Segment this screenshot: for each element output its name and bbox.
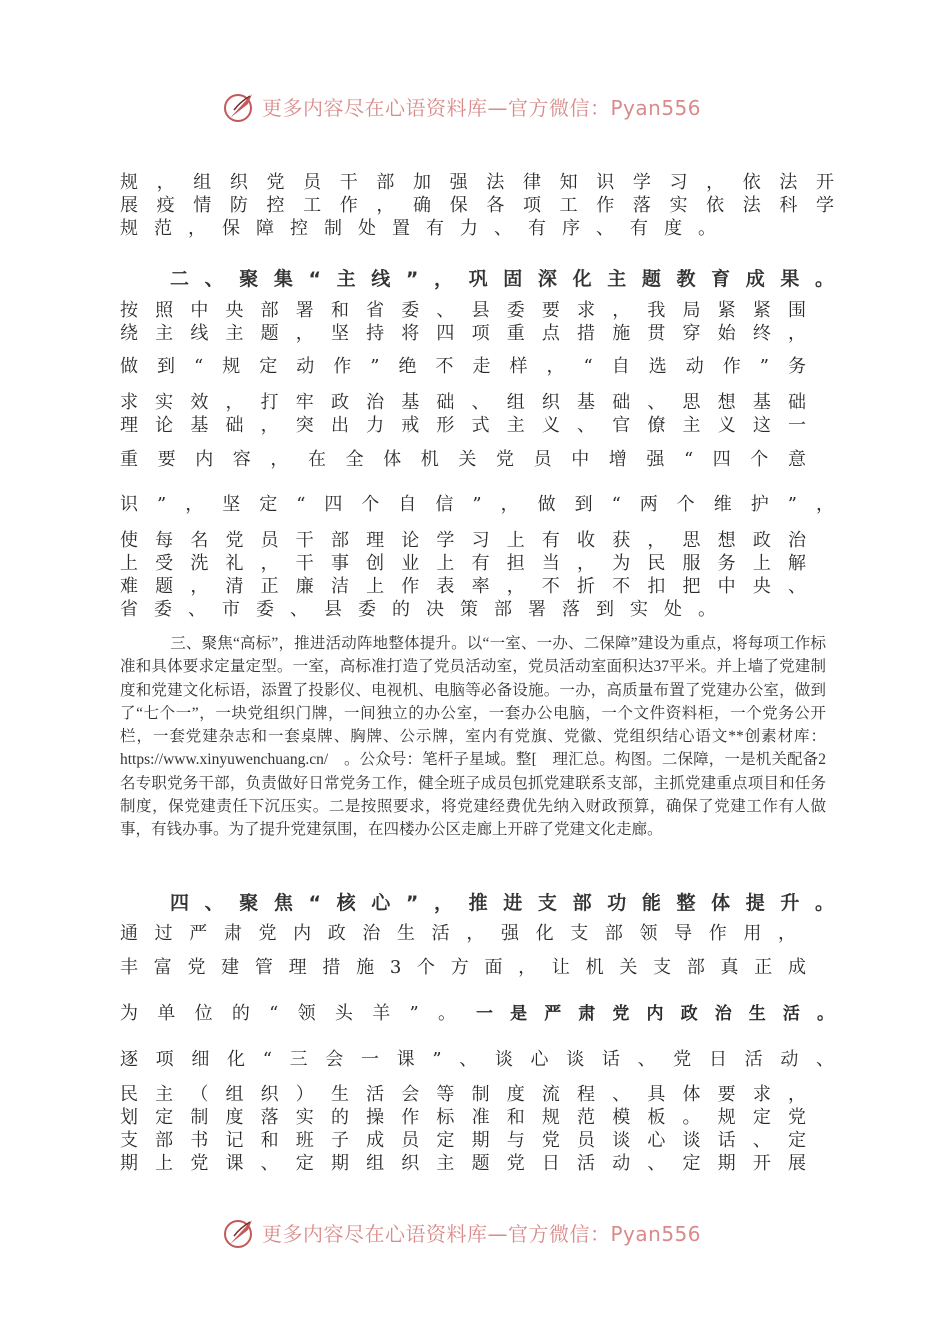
watermark-text: 更多内容尽在心语资料库—官方微信：Pyan556 bbox=[262, 95, 702, 120]
section4-line-2: 丰富党建管理措施3个方面，让机关支部真正成 bbox=[120, 957, 806, 978]
watermark-banner-top bbox=[222, 86, 742, 126]
section4-bold-inline: 一是严肃党内政治生活。 bbox=[476, 1004, 834, 1024]
section2-line-2: 绕主线主题，坚持将四项重点措施贯穿始终， bbox=[120, 323, 806, 344]
section4-line-8: 期上党课、定期组织主题党日活动、定期开展 bbox=[120, 1153, 806, 1174]
quill-logo-icon bbox=[222, 88, 258, 124]
section4-line-4: 逐项细化“三会一课”、谈心谈话、党日活动、 bbox=[120, 1049, 834, 1070]
section1-line-1: 规，组织党员干部加强法律知识学习，依法开 bbox=[120, 172, 834, 193]
section4-line-3-row bbox=[120, 1003, 834, 1025]
section4-line-6: 划定制度落实的操作标准和规范模板。规定党 bbox=[120, 1107, 806, 1128]
section2-line-8: 使每名党员干部理论学习上有收获，思想政治 bbox=[120, 530, 806, 551]
section4-line-3: 为单位的“领头羊”。 bbox=[120, 1003, 456, 1024]
section2-line-7: 识”，坚定“四个自信”，做到“两个维护”， bbox=[120, 494, 834, 515]
section2-line-11: 省委、市委、县委的决策部署落到实处。 bbox=[120, 599, 716, 620]
section2-heading: 二、聚集“主线”，巩固深化主题教育成果。 bbox=[170, 268, 834, 290]
section2-line-1: 按照中央部署和省委、县委要求，我局紧紧围 bbox=[120, 300, 806, 321]
watermark-banner-bottom bbox=[222, 1212, 742, 1252]
section2-line-5: 理论基础，突出力戒形式主义、官僚主义这一 bbox=[120, 415, 806, 436]
section2-line-6: 重要内容，在全体机关党员中增强“四个意 bbox=[120, 449, 806, 470]
quill-logo-icon bbox=[222, 1214, 258, 1250]
section1-line-2: 展疫情防控工作，确保各项工作落实依法科学 bbox=[120, 195, 834, 216]
section1-line-3: 规范，保障控制处置有力、有序、有度。 bbox=[120, 218, 716, 239]
section2-line-3: 做到“规定动作”绝不走样，“自选动作”务 bbox=[120, 356, 806, 377]
section4-heading: 四、聚焦“核心”，推进支部功能整体提升。 bbox=[170, 892, 834, 914]
section2-line-9: 上受洗礼，干事创业上有担当，为民服务上解 bbox=[120, 553, 806, 574]
section2-line-4: 求实效，打牢政治基础、组织基础、思想基础 bbox=[120, 392, 806, 413]
section4-line-1: 通过严肃党内政治生活，强化支部领导作用， bbox=[120, 923, 796, 944]
section3-paragraph bbox=[120, 632, 842, 842]
section4-line-7: 支部书记和班子成员定期与党员谈心谈话、定 bbox=[120, 1130, 806, 1151]
section3-text: 三、聚焦“高标”，推进活动阵地整体提升。以“一室、一办、二保障”建设为重点，将每项工作标准和具体要求定量定型。一室，高标准打造了党员活动室，党员活动室面积达37平米。并上墙了党建制度和党建文化标语，添置了投影仪、电视机、电脑等必备设施。一办，高质量布置了党建办公室，做到了“七个一”，一块党组织门牌，一间独立的办公室，一套办公电脑，一个文件资料柜，一个党务公开栏，一套党建杂志和一套桌牌、胸牌、公示牌，室内有党旗、党徽、党组织结心语文**创素材库：https://www.xinyuwenchuang.cn/ 。公众号：笔杆子星域。整[ 理汇总。构图。二保障，一是机关配备2 名专职党务干部，负责做好日常党务工作，健全班子成员包抓党建联系支部，主抓党建重点项目和任务制度，保党建责任下沉压实。二是按照要求，将党建经费优先纳入财政预算，确保了党建工作有人做事，有钱办事。为了提升党建氛围，在四楼办公区走廊上开辟了党建文化走廊。 bbox=[120, 635, 842, 839]
section4-line-5: 民主（组织）生活会等制度流程、具体要求， bbox=[120, 1084, 806, 1105]
section2-line-10: 难题，清正廉洁上作表率，不折不扣把中央、 bbox=[120, 576, 806, 597]
watermark-text: 更多内容尽在心语资料库—官方微信：Pyan556 bbox=[262, 1221, 702, 1246]
